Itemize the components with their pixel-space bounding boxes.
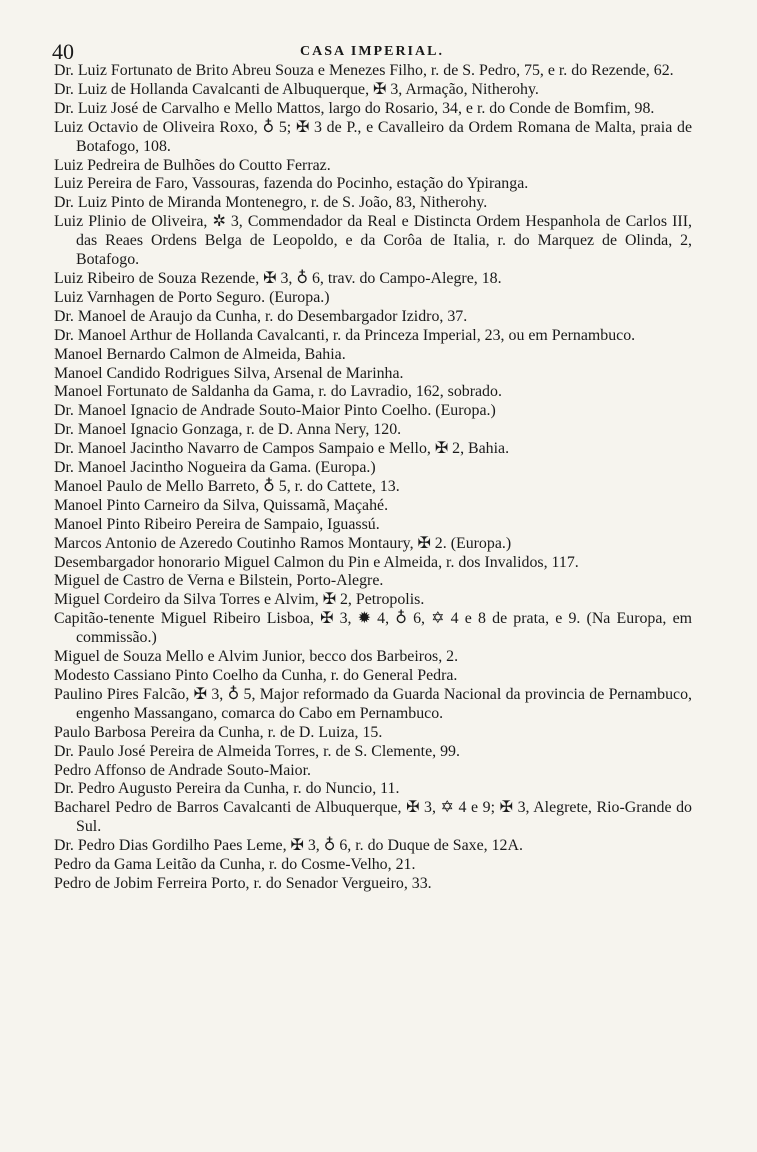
directory-entry: Paulino Pires Falcão, ✠ 3, ♁ 5, Major reformado da Guarda Nacional da provincia de Pernambuco, engenho Massangano, comarca do Cabo em Pernambuco. <box>54 685 692 722</box>
directory-entry: Desembargador honorario Miguel Calmon du Pin e Almeida, r. dos Invalidos, 117. <box>54 553 579 571</box>
directory-entry: Dr. Luiz de Hollanda Cavalcanti de Albuquerque, ✠ 3, Armação, Nitherohy. <box>54 80 539 98</box>
directory-entry: Pedro da Gama Leitão da Cunha, r. do Cosme-Velho, 21. <box>54 856 416 874</box>
directory-entry: Dr. Luiz José de Carvalho e Mello Mattos, largo do Rosario, 34, e r. do Conde de Bomfim, 98. <box>54 99 655 117</box>
directory-entry: Luiz Plinio de Oliveira, ✲ 3, Commendador da Real e Distincta Ordem Hespanhola de Carlos III, das Reaes Ordens Belga de Leopoldo, e da Corôa de Italia, r. do Marquez de Olinda, 2, Botafogo. <box>54 213 692 269</box>
directory-entry: Manoel Bernardo Calmon de Almeida, Bahia. <box>54 345 346 363</box>
directory-entry: Manoel Candido Rodrigues Silva, Arsenal de Marinha. <box>54 364 404 382</box>
directory-entry: Dr. Manoel Jacintho Navarro de Campos Sampaio e Mello, ✠ 2, Bahia. <box>54 440 510 458</box>
directory-entry: Paulo Barbosa Pereira da Cunha, r. de D. Luiza, 15. <box>54 723 383 741</box>
directory-entry: Manoel Pinto Carneiro da Silva, Quissamã, Maçahé. <box>54 496 389 514</box>
directory-entry: Luiz Varnhagen de Porto Seguro. (Europa.) <box>54 288 330 306</box>
directory-entry: Luiz Pedreira de Bulhões do Coutto Ferraz. <box>54 156 331 174</box>
directory-entries <box>54 62 692 894</box>
directory-entry: Luiz Ribeiro de Souza Rezende, ✠ 3, ♁ 6, trav. do Campo-Alegre, 18. <box>54 269 502 287</box>
running-title: CASA IMPERIAL. <box>300 44 444 59</box>
directory-entry: Pedro de Jobim Ferreira Porto, r. do Senador Vergueiro, 33. <box>54 874 432 892</box>
directory-entry: Capitão-tenente Miguel Ribeiro Lisboa, ✠ 3, ✹ 4, ♁ 6, ✡ 4 e 8 de prata, e 9. (Na Europa, em commissão.) <box>54 610 692 647</box>
directory-entry: Dr. Manoel de Araujo da Cunha, r. do Desembargador Izidro, 37. <box>54 307 468 325</box>
directory-entry: Dr. Pedro Dias Gordilho Paes Leme, ✠ 3, ♁ 6, r. do Duque de Saxe, 12A. <box>54 837 523 855</box>
directory-entry: Dr. Manoel Ignacio de Andrade Souto-Maior Pinto Coelho. (Europa.) <box>54 402 496 420</box>
directory-entry: Dr. Manoel Ignacio Gonzaga, r. de D. Anna Nery, 120. <box>54 421 402 439</box>
page-header <box>52 40 692 64</box>
directory-entry: Manoel Fortunato de Saldanha da Gama, r. do Lavradio, 162, sobrado. <box>54 383 502 401</box>
directory-entry: Miguel de Souza Mello e Alvim Junior, becco dos Barbeiros, 2. <box>54 648 459 666</box>
directory-entry: Luiz Pereira de Faro, Vassouras, fazenda do Pocinho, estação do Ypiranga. <box>54 175 529 193</box>
page-number: 40 <box>52 39 74 64</box>
directory-entry: Dr. Manoel Arthur de Hollanda Cavalcanti, r. da Princeza Imperial, 23, ou em Pernambuco. <box>54 326 636 344</box>
directory-entry: Marcos Antonio de Azeredo Coutinho Ramos Montaury, ✠ 2. (Europa.) <box>54 534 512 552</box>
directory-entry: Dr. Manoel Jacintho Nogueira da Gama. (Europa.) <box>54 459 376 477</box>
directory-entry: Dr. Luiz Pinto de Miranda Montenegro, r. de S. João, 83, Nitherohy. <box>54 194 488 212</box>
directory-entry: Dr. Paulo José Pereira de Almeida Torres, r. de S. Clemente, 99. <box>54 742 460 760</box>
directory-entry: Manoel Pinto Ribeiro Pereira de Sampaio, Iguassú. <box>54 515 380 533</box>
directory-entry: Miguel de Castro de Verna e Bilstein, Porto-Alegre. <box>54 572 384 590</box>
directory-entry: Luiz Octavio de Oliveira Roxo, ♁ 5; ✠ 3 de P., e Cavalleiro da Ordem Romana de Malta, praia de Botafogo, 108. <box>54 118 692 155</box>
directory-entry: Miguel Cordeiro da Silva Torres e Alvim, ✠ 2, Petropolis. <box>54 591 425 609</box>
directory-entry: Dr. Pedro Augusto Pereira da Cunha, r. do Nuncio, 11. <box>54 780 400 798</box>
directory-entry: Modesto Cassiano Pinto Coelho da Cunha, r. do General Pedra. <box>54 667 458 684</box>
directory-entry: Manoel Paulo de Mello Barreto, ♁ 5, r. do Cattete, 13. <box>54 477 400 495</box>
directory-entry: Dr. Luiz Fortunato de Brito Abreu Souza e Menezes Filho, r. de S. Pedro, 75, e r. do Rezende, 62. <box>54 62 674 79</box>
directory-entry: Pedro Affonso de Andrade Souto-Maior. <box>54 761 312 779</box>
directory-entry: Bacharel Pedro de Barros Cavalcanti de Albuquerque, ✠ 3, ✡ 4 e 9; ✠ 3, Alegrete, Rio-Grande do Sul. <box>54 799 692 836</box>
